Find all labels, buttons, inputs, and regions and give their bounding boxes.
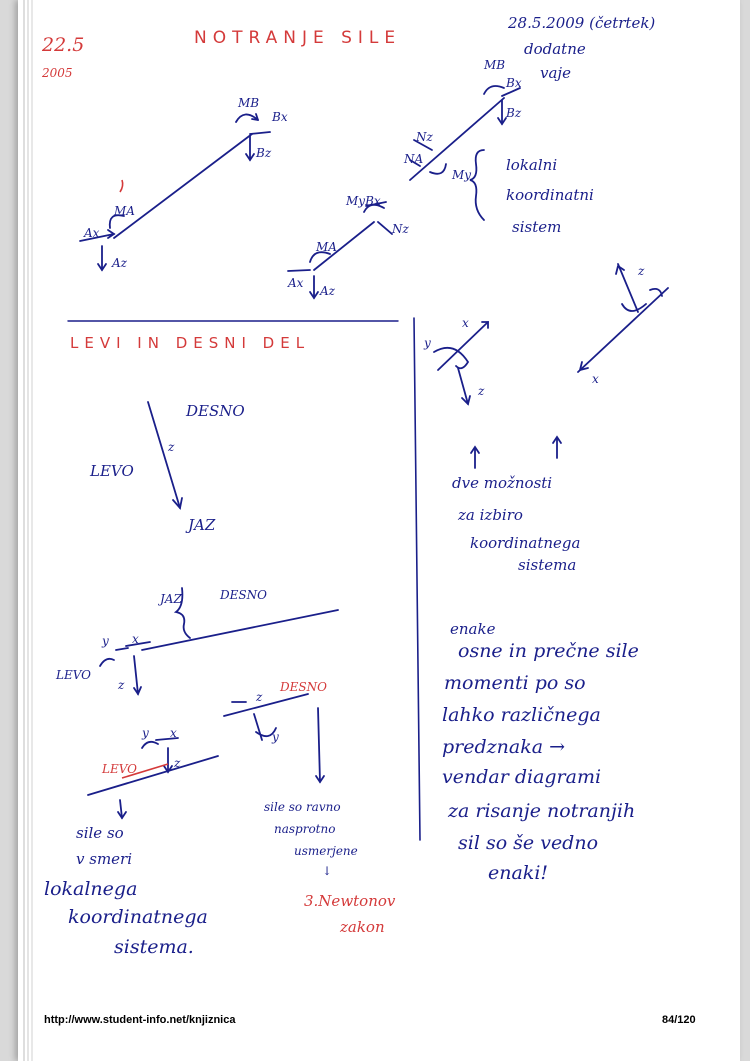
label-Bz-3: Bz bbox=[506, 106, 522, 120]
moment-arc-B bbox=[236, 114, 258, 122]
notes-left-line-5: sistema. bbox=[114, 936, 194, 958]
label-MA-2: MA bbox=[316, 240, 337, 254]
local-system-line-1: lokalni bbox=[506, 156, 558, 174]
notes-left-line-1: sile so bbox=[76, 824, 124, 842]
label-Ax-2: Ax bbox=[288, 276, 304, 290]
equal-line-5: predznaka → bbox=[442, 736, 566, 758]
force-Bx bbox=[250, 132, 270, 134]
axis-x-right-1: x bbox=[462, 316, 469, 330]
label-Nz-3: Nz bbox=[416, 130, 433, 144]
axis-y-right-1: y bbox=[424, 336, 431, 350]
axis-z-right-1: z bbox=[478, 384, 485, 398]
date: 28.5.2009 (četrtek) bbox=[508, 14, 656, 32]
axis-z-right-2: z bbox=[638, 264, 645, 278]
desno-red-label: DESNO bbox=[280, 680, 327, 694]
notes-middle-line-1: sile so ravno bbox=[264, 800, 341, 814]
notes-left-line-3: lokalnega bbox=[44, 878, 138, 900]
axis-x-mid-2: x bbox=[170, 726, 177, 740]
note-line-2: vaje bbox=[540, 64, 571, 82]
options-line-1: dve možnosti bbox=[452, 474, 553, 492]
axis-z-mid-2: z bbox=[174, 756, 181, 770]
day-number: 22.5 bbox=[42, 34, 85, 56]
equal-line-1: enake bbox=[450, 620, 496, 638]
z-label-1: z bbox=[168, 440, 175, 454]
axis-z-mid-1: z bbox=[118, 678, 125, 692]
equal-line-9: enaki! bbox=[488, 862, 549, 884]
notebook-page bbox=[18, 0, 740, 1061]
axis-z-mid-3: z bbox=[256, 690, 263, 704]
equal-line-2: osne in prečne sile bbox=[458, 640, 639, 662]
label-Bz: Bz bbox=[256, 146, 272, 160]
options-line-4: sistema bbox=[518, 556, 577, 574]
label-My-3: My bbox=[452, 168, 472, 182]
newton-line-1: 3.Newtonov bbox=[304, 892, 396, 910]
footer-url[interactable]: http://www.student-info.net/knjiznica bbox=[44, 1014, 236, 1026]
brace bbox=[470, 150, 484, 220]
levo-label: LEVO bbox=[90, 462, 134, 480]
axis-y-mid-3: y bbox=[272, 730, 279, 744]
levo-label-2: LEVO bbox=[56, 668, 92, 682]
axis-x-right-2: x bbox=[592, 372, 599, 386]
local-system-line-3: sistem bbox=[512, 218, 562, 236]
label-MA: MA bbox=[114, 204, 135, 218]
label-Az: Az bbox=[112, 256, 127, 270]
jaz-label-2: JAZ bbox=[160, 592, 182, 606]
notes-left-line-4: koordinatnega bbox=[68, 906, 208, 928]
note-line-1: dodatne bbox=[524, 40, 586, 58]
options-line-3: koordinatnega bbox=[470, 534, 581, 552]
newton-line-2: zakon bbox=[340, 918, 385, 936]
label-MB: MB bbox=[238, 96, 260, 110]
beam-1 bbox=[114, 134, 252, 238]
equal-line-8: sil so še vedno bbox=[458, 832, 599, 854]
page-counter: 84/120 bbox=[662, 1014, 696, 1026]
page-title: NOTRANJE SILE bbox=[194, 28, 402, 48]
label-Ax: Ax bbox=[84, 226, 100, 240]
axis-y-mid-2: y bbox=[142, 726, 149, 740]
year: 2005 bbox=[42, 66, 73, 80]
label-MyBx: MyBx bbox=[346, 194, 381, 208]
notes-middle-arrow: ↓ bbox=[322, 864, 333, 878]
notes-left-line-2: v smeri bbox=[76, 850, 133, 868]
equal-line-4: lahko različnega bbox=[442, 704, 601, 726]
desno-label: DESNO bbox=[186, 402, 245, 420]
desno-label-2: DESNO bbox=[220, 588, 267, 602]
label-Bx-3: Bx bbox=[506, 76, 522, 90]
label-MB-3: MB bbox=[484, 58, 506, 72]
jaz-label: JAZ bbox=[188, 516, 216, 534]
label-NA-3: NA bbox=[404, 152, 424, 166]
equal-line-7: za risanje notranjih bbox=[448, 800, 636, 822]
notes-middle-line-2: nasprotno bbox=[274, 822, 336, 836]
section-heading: LEVI IN DESNI DEL bbox=[70, 334, 311, 352]
divider-vertical bbox=[414, 318, 420, 840]
equal-line-3: momenti po so bbox=[444, 672, 586, 694]
notes-middle-line-3: usmerjene bbox=[294, 844, 358, 858]
local-system-line-2: koordinatni bbox=[506, 186, 594, 204]
levo-red-label: LEVO bbox=[102, 762, 138, 776]
label-Az-2: Az bbox=[320, 284, 335, 298]
label-Nz-2: Nz bbox=[392, 222, 409, 236]
equal-line-6: vendar diagrami bbox=[442, 766, 602, 788]
axis-x-mid-1: x bbox=[132, 632, 139, 646]
label-Bx: Bx bbox=[272, 110, 288, 124]
axis-y-mid-1: y bbox=[102, 634, 109, 648]
options-line-2: za izbiro bbox=[458, 506, 523, 524]
